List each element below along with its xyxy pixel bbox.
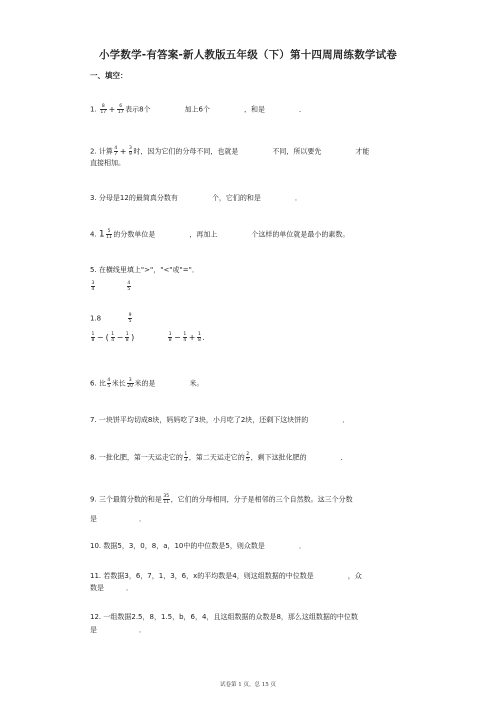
fraction: $\frac{4}{5}$ xyxy=(127,281,131,292)
fraction: $\frac{1}{3}$ xyxy=(184,452,188,463)
fraction: $\frac{1}{4}$ xyxy=(183,332,187,343)
page-title: 小学数学-有答案-新人教版五年级（下）第十四周周练数学试卷 xyxy=(98,49,397,61)
fraction: $\frac{1}{8}$ xyxy=(125,332,129,343)
fraction: $\frac{35}{11}$ xyxy=(163,494,170,505)
question-10: 10. 数据5，3，0，8，a，10中的中位数是5，则众数是 ． xyxy=(90,542,306,550)
question-1: 1. $\frac{8}{17}$ + $\frac{6}{17}$ 表示8个 加上6个 ，和是 ． xyxy=(90,104,307,115)
page-footer: 试卷第 1 页，总 15 页 xyxy=(220,682,276,688)
question-12-line2: 是 ． xyxy=(90,626,146,634)
question-5-row1 xyxy=(90,281,132,292)
question-5: 5. 在横线里填上">"，"<"或"="． xyxy=(90,266,199,274)
fraction: $\frac{3}{20}$ xyxy=(127,378,134,389)
question-4: 4. 1 $\frac{5}{11}$ 的分数单位是 ，再加上 个这样的单位就是最小的素数。 xyxy=(90,229,350,240)
question-12: 12. 一组数据2.5，8，1.5，b，6，4，且这组数据的众数是8，那么这组数据的中位数 xyxy=(90,613,358,621)
fraction: $\frac{1}{4}$ xyxy=(111,332,115,343)
question-3: 3. 分母是12的最简真分数有 个，它们的和是 ． xyxy=(90,194,302,202)
question-9: 9. 三个最简分数的和是 $\frac{35}{11}$ ，它们的分母相同，分子是相邻的三个自然数。这三个分数 xyxy=(90,494,353,505)
fraction: $\frac{6}{17}$ xyxy=(117,104,124,115)
fraction: $\frac{1}{8}$ xyxy=(197,332,201,343)
fraction: $\frac{8}{17}$ xyxy=(100,104,107,115)
fraction: $\frac{3}{4}$ xyxy=(91,281,95,292)
fraction: $\frac{2}{5}$ xyxy=(246,452,250,463)
fraction: $\frac{9}{5}$ xyxy=(128,313,132,324)
question-8: 8. 一批化肥，第一天运走它的 $\frac{1}{3}$ ，第二天运走它的 $\frac{2}{5}$ ，剩下这批化肥的 ． xyxy=(90,452,348,463)
question-9-line2: 是 ． xyxy=(90,515,146,523)
fraction: $\frac{4}{7}$ xyxy=(114,146,118,157)
fraction: $\frac{1}{8}$ xyxy=(91,332,95,343)
question-5-row2: 1.8 $\frac{9}{5}$ xyxy=(90,313,132,324)
fraction: $\frac{3}{9}$ xyxy=(129,146,132,157)
section-heading: 一、填空： xyxy=(90,71,128,80)
question-2: 2. 计算 $\frac{4}{7}$ + $\frac{3}{9}$ 时，因为它们的分母不同，也就是 不同，所以要先 才能 xyxy=(90,146,370,157)
question-5-row3: $\frac{1}{8}$ − ( $\frac{1}{4}$ − $\frac{1}{8}$ ) $\frac{1}{8}$ − $\frac{1}{4}$ + $\frac{1}{8}$ ． xyxy=(91,332,210,343)
question-11-line2: 数是 ． xyxy=(90,584,133,592)
fraction: $\frac{4}{5}$ xyxy=(107,378,111,389)
fraction: $\frac{5}{11}$ xyxy=(106,229,112,240)
question-2-line2: 直接相加。 xyxy=(90,159,125,167)
question-11: 11. 若数据3，6，7，1，3，6，x的平均数是4，则这组数据的中位数是 ，众 xyxy=(90,572,362,580)
question-7: 7. 一块饼平均切成8块，妈妈吃了3块，小月吃了2块，还剩下这块饼的 ． xyxy=(90,416,350,424)
question-6: 6. 比 $\frac{4}{5}$ 米长 $\frac{3}{20}$ 米的是 米。 xyxy=(90,378,204,389)
fraction: $\frac{1}{8}$ xyxy=(168,332,172,343)
